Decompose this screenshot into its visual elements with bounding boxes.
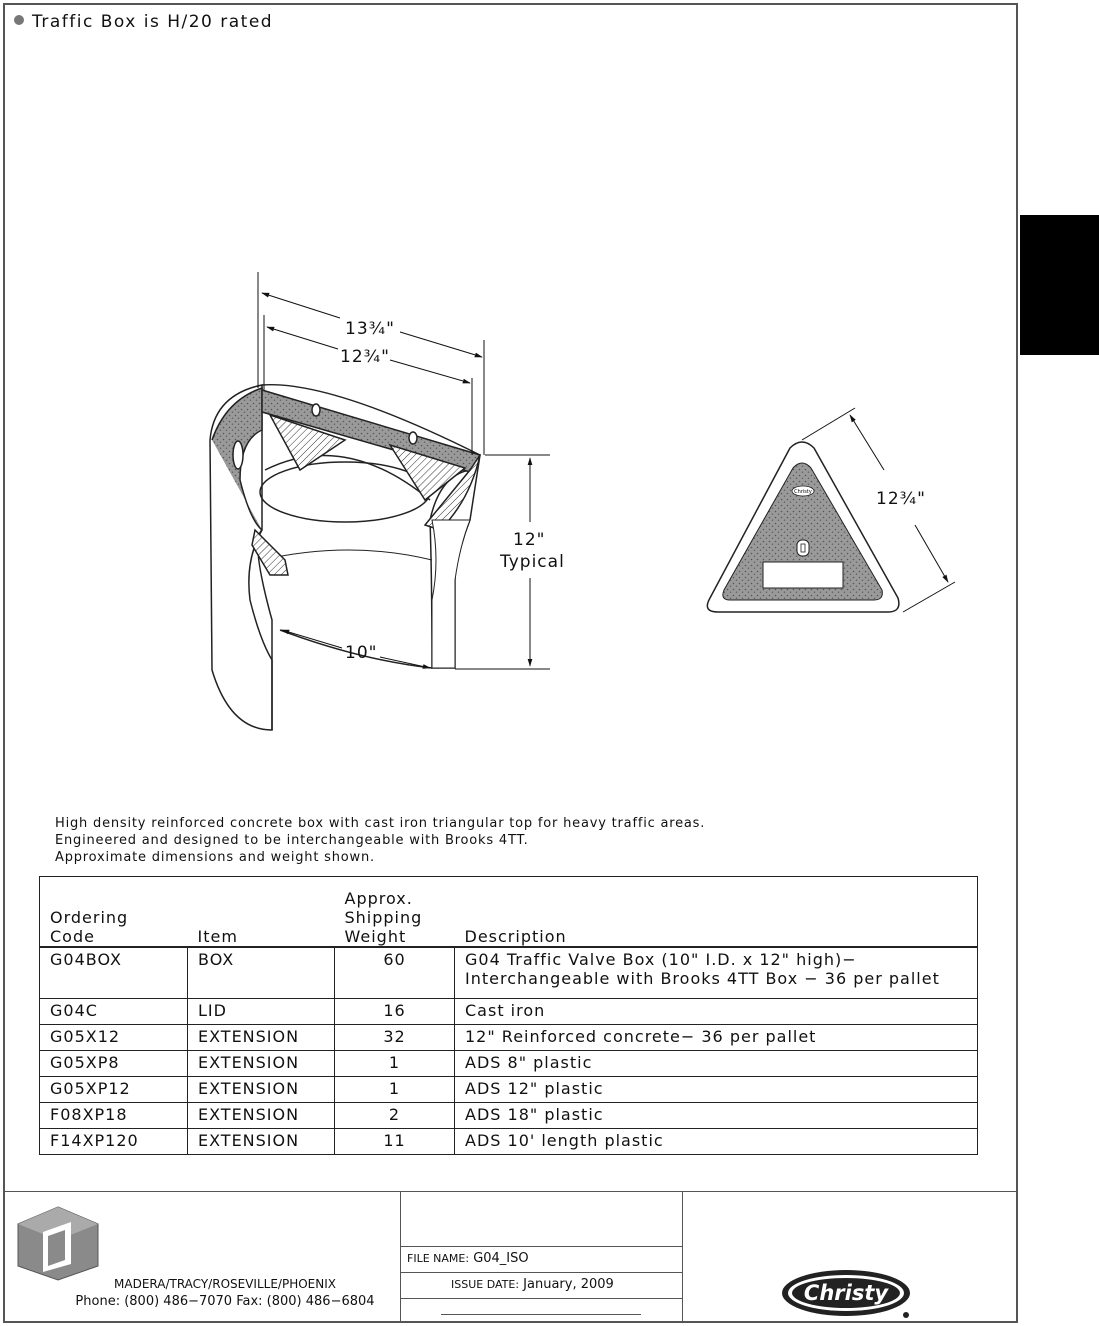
header-description: Description xyxy=(464,926,567,946)
box-cutaway xyxy=(210,385,480,730)
description-line-3: Approximate dimensions and weight shown. xyxy=(55,850,375,865)
cell-item: EXTENSION xyxy=(188,1025,335,1051)
cell-description: ADS 18" plastic xyxy=(455,1103,978,1129)
dim-height-label: Typical xyxy=(500,552,565,572)
cell-item: BOX xyxy=(188,947,335,999)
cell-weight: 60 xyxy=(335,947,455,999)
header-weight: Approx. Shipping Weight xyxy=(344,888,423,946)
file-info-block xyxy=(400,1192,683,1322)
header-item: Item xyxy=(197,926,238,946)
ordering-table xyxy=(39,876,978,1155)
cell-weight: 11 xyxy=(335,1129,455,1155)
lid-logo-text: Christy xyxy=(794,489,812,495)
header-ordering-code: Ordering Code xyxy=(50,907,129,946)
cell-code: G05XP8 xyxy=(40,1051,188,1077)
cell-description: G04 Traffic Valve Box (10" I.D. x 12" high)− Interchangeable with Brooks 4TT Box − 36 per pallet xyxy=(455,947,978,999)
issue-date-row: ISSUE DATE: January, 2009 xyxy=(401,1272,682,1298)
cell-code: G05XP12 xyxy=(40,1077,188,1103)
file-name: G04_ISO xyxy=(473,1251,529,1266)
table-row xyxy=(40,1025,978,1051)
table-row xyxy=(40,947,978,999)
table-row xyxy=(40,1103,978,1129)
description-line-2: Engineered and designed to be interchangeable with Brooks 4TT. xyxy=(55,833,529,848)
contact-info: Phone: (800) 486−7070 Fax: (800) 486−6804 xyxy=(75,1294,375,1309)
table-row xyxy=(40,1077,978,1103)
cell-weight: 16 xyxy=(335,999,455,1025)
cell-item: EXTENSION xyxy=(188,1103,335,1129)
brand-name: Christy xyxy=(803,1281,889,1305)
triangular-lid xyxy=(707,442,899,612)
dim-inner-width: 12¾" xyxy=(340,347,390,367)
cell-item: LID xyxy=(188,999,335,1025)
locations: MADERA/TRACY/ROSEVILLE/PHOENIX xyxy=(114,1277,336,1291)
cell-code: G04C xyxy=(40,999,188,1025)
cell-weight: 2 xyxy=(335,1103,455,1129)
cell-weight: 1 xyxy=(335,1077,455,1103)
cell-item: EXTENSION xyxy=(188,1051,335,1077)
product-description xyxy=(55,815,705,866)
table-row xyxy=(40,999,978,1025)
cell-description: ADS 8" plastic xyxy=(455,1051,978,1077)
table-row xyxy=(40,1051,978,1077)
company-address xyxy=(65,1276,385,1310)
cell-description: Cast iron xyxy=(455,999,978,1025)
dim-base-diameter: 10" xyxy=(345,643,378,663)
file-name-row: FILE NAME: G04_ISO xyxy=(401,1246,682,1272)
cell-code: F08XP18 xyxy=(40,1103,188,1129)
cell-weight: 1 xyxy=(335,1051,455,1077)
cell-description: ADS 12" plastic xyxy=(455,1077,978,1103)
christy-logo xyxy=(780,1268,915,1324)
dim-outer-width: 13¾" xyxy=(345,319,395,339)
cell-weight: 32 xyxy=(335,1025,455,1051)
issue-date: January, 2009 xyxy=(523,1277,614,1292)
dim-triangle-side: 12¾" xyxy=(876,489,926,509)
cell-item: EXTENSION xyxy=(188,1077,335,1103)
cell-code: G05X12 xyxy=(40,1025,188,1051)
description-line-1: High density reinforced concrete box with cast iron triangular top for heavy traffic areas. xyxy=(55,816,706,831)
cell-description: ADS 10' length plastic xyxy=(455,1129,978,1155)
cell-code: F14XP120 xyxy=(40,1129,188,1155)
cell-code: G04BOX xyxy=(40,947,188,999)
cell-description: 12" Reinforced concrete− 36 per pallet xyxy=(455,1025,978,1051)
cell-item: EXTENSION xyxy=(188,1129,335,1155)
company-logo-icon xyxy=(13,1202,103,1282)
blank-row xyxy=(401,1298,682,1323)
dim-height: 12" xyxy=(513,530,546,550)
rating-note-text: Traffic Box is H/20 rated xyxy=(32,12,274,32)
table-row xyxy=(40,1129,978,1155)
